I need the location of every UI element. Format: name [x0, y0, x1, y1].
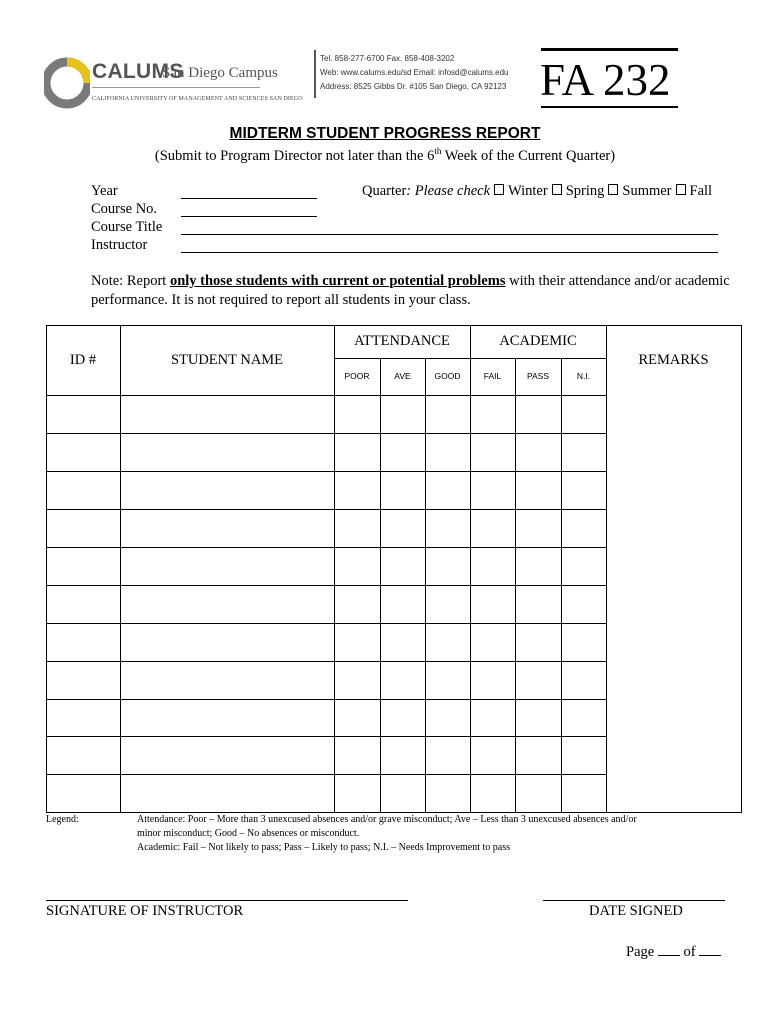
- instructor-signature-field[interactable]: [46, 900, 408, 901]
- spring-label: Spring: [565, 183, 605, 199]
- form-code: FA 232: [540, 55, 671, 105]
- page-title: MIDTERM STUDENT PROGRESS REPORT: [229, 125, 541, 142]
- form-code-underline: [541, 106, 678, 108]
- col-header-student-name: STUDENT NAME: [170, 352, 284, 368]
- year-field[interactable]: [181, 198, 317, 199]
- table-row: [46, 774, 607, 775]
- instructor-field[interactable]: [181, 252, 718, 253]
- col-header-pass: PASS: [526, 371, 550, 381]
- quarter-prompt: : Please check: [406, 183, 491, 199]
- table-row: [46, 661, 607, 662]
- table-row: [46, 509, 607, 510]
- summer-checkbox[interactable]: [608, 184, 618, 195]
- page-subtitle: (Submit to Program Director not later than the 6th Week of the Current Quarter): [154, 146, 616, 164]
- page-number-field[interactable]: [658, 943, 680, 956]
- table-left-border: [46, 325, 47, 813]
- table-row: [46, 623, 607, 624]
- page-indicator: Page of: [626, 943, 721, 961]
- course-no-field[interactable]: [181, 216, 317, 217]
- col-header-fail: FAIL: [483, 371, 502, 381]
- col-header-ni: N.I.: [576, 371, 591, 381]
- col-header-good: GOOD: [434, 371, 461, 381]
- logo-campus: San Diego Campus: [162, 65, 278, 81]
- summer-label: Summer: [622, 183, 672, 199]
- group-header-attendance: ATTENDANCE: [354, 333, 450, 349]
- col-header-remarks: REMARKS: [638, 352, 709, 368]
- table-row: [46, 585, 607, 586]
- table-row: [46, 699, 607, 700]
- date-signed-field[interactable]: [543, 900, 725, 901]
- year-label: Year: [91, 183, 118, 199]
- instructor-signature-label: SIGNATURE OF INSTRUCTOR: [46, 903, 244, 919]
- table-right-border: [741, 325, 742, 813]
- col-header-poor: POOR: [344, 371, 370, 381]
- form-code-rule: [541, 48, 678, 51]
- quarter-label: Quarter: [362, 183, 407, 199]
- logo-divider: [92, 87, 260, 88]
- table-row: [46, 433, 607, 434]
- legend-academic: Academic: Fail – Not likely to pass; Pass – Likely to pass; N.I. – Needs Improvement to pass: [137, 842, 510, 853]
- quarter-selector: [362, 183, 712, 200]
- col-header-ave: AVE: [394, 371, 411, 381]
- course-title-field[interactable]: [181, 234, 718, 235]
- table-row: [46, 547, 607, 548]
- logo-name: CALUMS: [92, 60, 184, 83]
- instructor-label: Instructor: [91, 237, 148, 253]
- header-bottom-divider: [46, 395, 607, 396]
- col-divider-name: [334, 325, 335, 813]
- calums-logo-icon: [44, 52, 90, 112]
- date-signed-label: DATE SIGNED: [589, 903, 683, 919]
- contact-tel: Tel. 858-277-6700 Fax. 858-408-3202: [320, 54, 455, 63]
- logo-subtitle: CALIFORNIA UNIVERSITY OF MANAGEMENT AND SCIENCES SAN DIEGO: [92, 96, 303, 102]
- spring-checkbox[interactable]: [552, 184, 562, 195]
- winter-label: Winter: [508, 183, 548, 199]
- course-title-label: Course Title: [91, 219, 163, 235]
- contact-address: Address: 8525 Gibbs Dr. #105 San Diego, CA 92123: [320, 82, 507, 91]
- course-no-label: Course No.: [91, 201, 158, 217]
- col-divider-id: [120, 325, 121, 813]
- table-row: [46, 736, 607, 737]
- winter-checkbox[interactable]: [494, 184, 504, 195]
- legend-attendance: Attendance: Poor – More than 3 unexcused absences and/or grave misconduct; Ave – Less than 3 unexcused absences and/or: [137, 814, 637, 825]
- contact-web: Web: www.calums.edu/sd Email: infosd@calums.edu: [320, 68, 509, 77]
- page-total-field[interactable]: [699, 943, 721, 956]
- col-divider-attendance: [470, 325, 471, 813]
- table-row: [46, 471, 607, 472]
- group-header-divider: [334, 358, 607, 359]
- contact-divider: [314, 50, 316, 98]
- report-note: Note: Report only those students with current or potential problems with their attendance and/or academic performance. It is not required to report all students in your class.: [91, 273, 730, 308]
- legend-attendance-cont: minor misconduct; Good – No absences or misconduct.: [137, 828, 360, 839]
- col-header-id: ID #: [69, 352, 97, 368]
- fall-checkbox[interactable]: [676, 184, 686, 195]
- legend-label: Legend:: [46, 814, 79, 825]
- table-top-border: [46, 325, 742, 326]
- fall-label: Fall: [689, 183, 713, 199]
- group-header-academic: ACADEMIC: [499, 333, 577, 349]
- col-divider-academic: [606, 325, 607, 813]
